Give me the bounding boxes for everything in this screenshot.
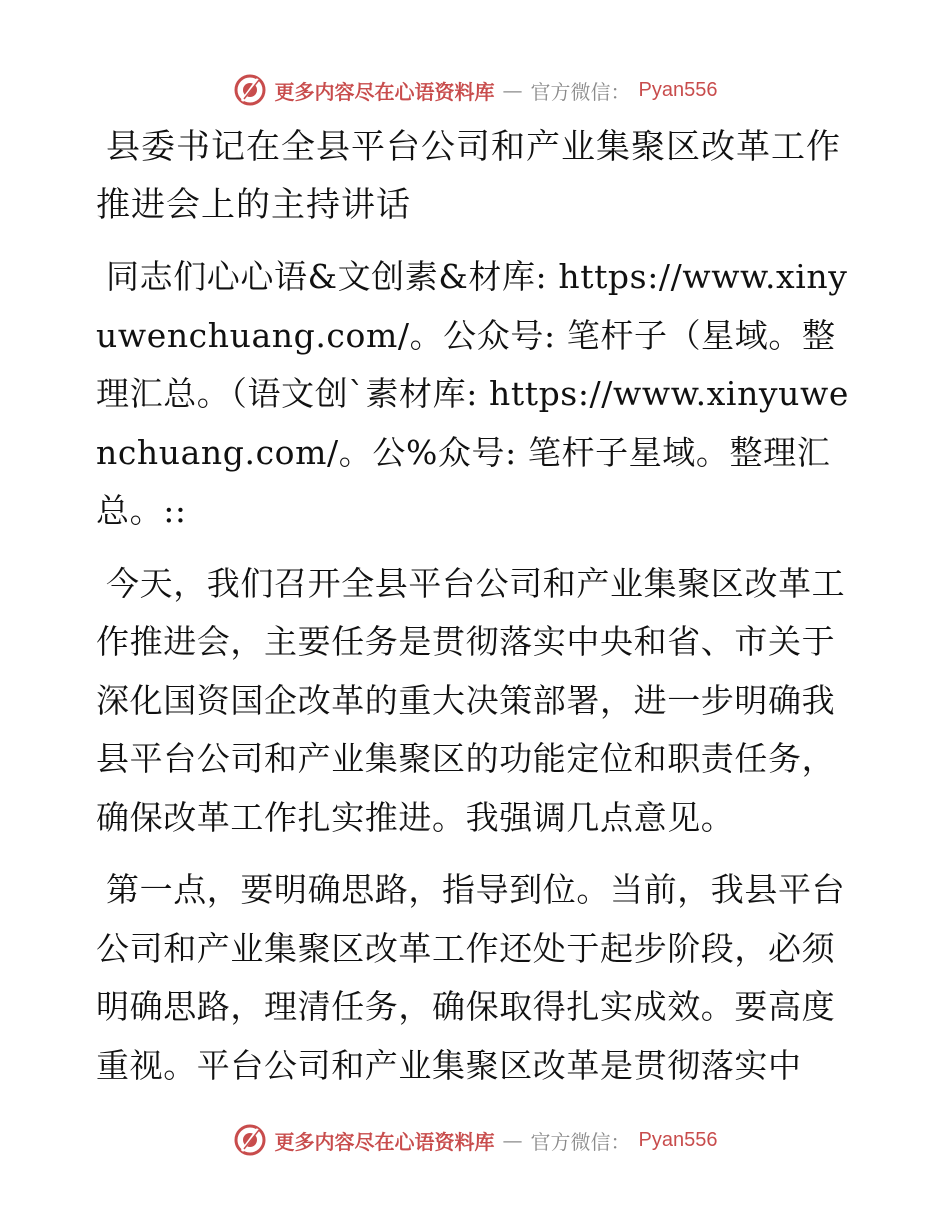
- document-title: 县委书记在全县平台公司和产业集聚区改革工作推进会上的主持讲话: [96, 127, 841, 225]
- paragraph-2: 今天，我们召开全县平台公司和产业集聚区改革工作推进会，主要任务是贯彻落实中央和省、市关于深化国资国企改革的重大决策部署，进一步明确我县平台公司和产业集聚区的功能定位和职责任务，确保改革工作扎实推进。我强调几点意见。: [96, 563, 846, 837]
- paragraph-3: 第一点，要明确思路，指导到位。当前，我县平台公司和产业集聚区改革工作还处于起步阶段，必须明确思路，理清任务，确保取得扎实成效。要高度重视。平台公司和产业集聚区改革是贯彻落实中: [96, 870, 846, 1085]
- banner-wechat-label: 官方微信：: [530, 79, 631, 104]
- banner-wechat-id: Pyan556: [638, 1128, 718, 1151]
- banner-wechat-id: Pyan556: [638, 78, 718, 101]
- banner-wechat-label: 官方微信：: [530, 1129, 631, 1154]
- header-banner: [0, 68, 950, 112]
- banner-main-text: 更多内容尽在心语资料库: [274, 79, 495, 104]
- document-body: [96, 118, 856, 1109]
- banner-dash: —: [502, 1128, 523, 1152]
- banner-main-text: 更多内容尽在心语资料库: [274, 1129, 495, 1154]
- footer-banner: [0, 1118, 950, 1162]
- brand-logo-icon: [233, 1123, 267, 1157]
- paragraph-1: 同志们心心语&文创素&材库: https://www.xinyuwenchuang.com/。公众号: 笔杆子（星域。整理汇总。（语文创`素材库: https://www.xinyuwenchuang.com/。公%众号: 笔杆子星域。整理汇总。::: [96, 257, 850, 530]
- brand-logo-icon: [233, 73, 267, 107]
- banner-dash: —: [502, 78, 523, 102]
